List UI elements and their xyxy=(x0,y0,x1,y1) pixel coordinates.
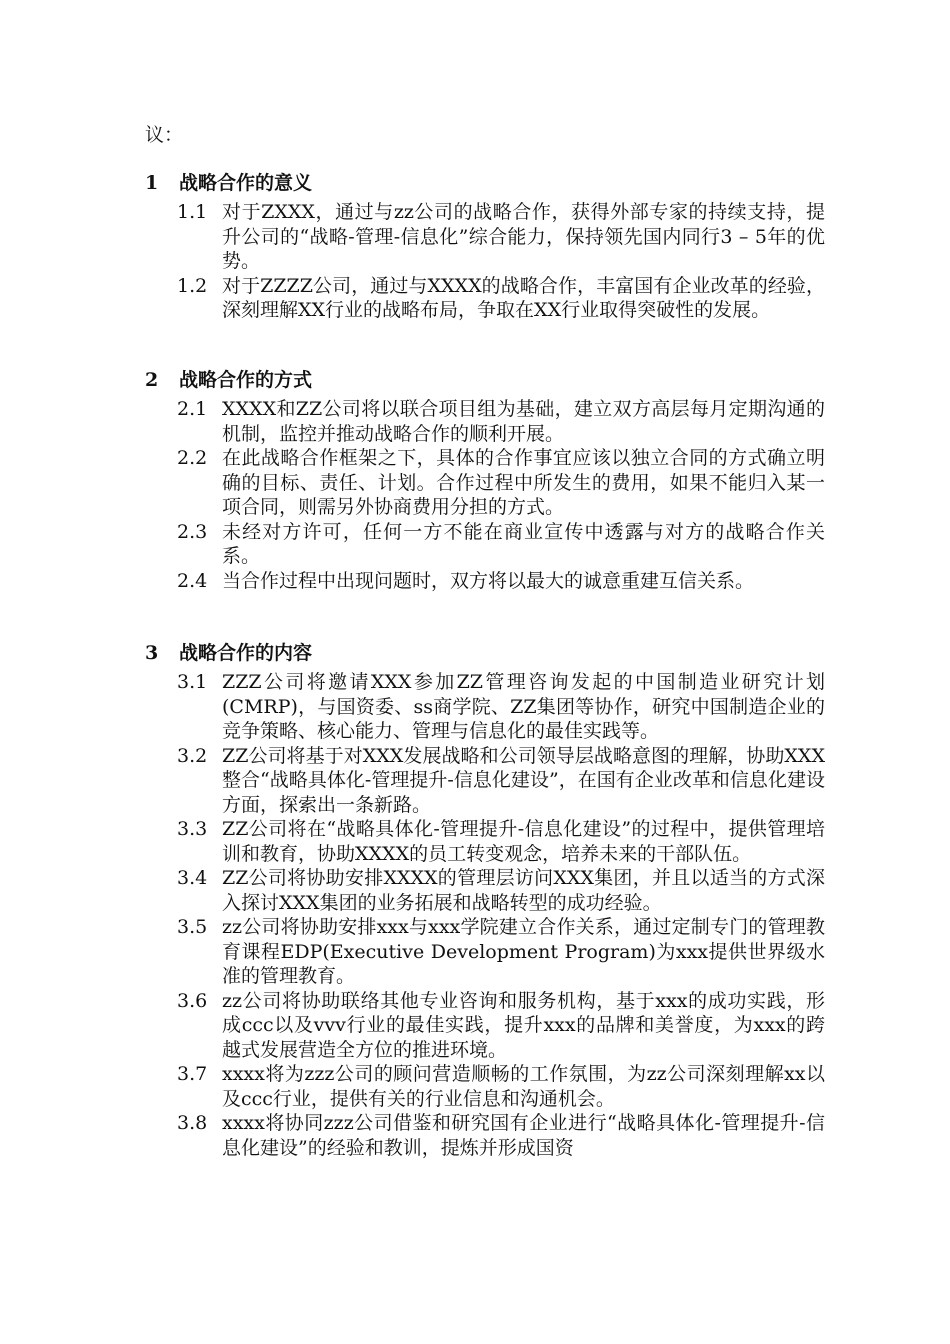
list-item xyxy=(145,744,825,818)
item-number: 2.1 xyxy=(177,398,208,420)
item-number: 3.2 xyxy=(177,744,208,767)
item-text: XXXX和ZZ公司将以联合项目组为基础，建立双方高层每月定期沟通的机制，监控并推动战略合作的顺利开展。 xyxy=(222,398,825,445)
section-2 xyxy=(145,367,825,593)
section-heading xyxy=(145,367,825,393)
section-number: 3 xyxy=(145,642,159,664)
item-text: zz公司将协助联络其他专业咨询和服务机构，基于xxx的成功实践，形成ccc以及vvv行业的最佳实践，提升xxx的品牌和美誉度，为xxx的跨越式发展营造全方位的推进环境。 xyxy=(222,989,825,1061)
item-text: ZZZ公司将邀请XXX参加ZZ管理咨询发起的中国制造业研究计划(CMRP)，与国资委、ss商学院、ZZ集团等协作，研究中国制造企业的竞争策略、核心能力、管理与信息化的最佳实践等。 xyxy=(222,671,825,742)
list-item xyxy=(145,670,825,744)
item-number: 3.7 xyxy=(177,1063,208,1085)
item-text: xxxx将为zzz公司的顾问营造顺畅的工作氛围，为zz公司深刻理解xx以及ccc行业，提供有关的行业信息和沟通机会。 xyxy=(222,1063,825,1110)
list-item xyxy=(145,520,825,569)
item-number: 3.8 xyxy=(177,1112,208,1134)
list-item xyxy=(145,274,825,323)
list-item xyxy=(145,397,825,446)
item-number: 3.4 xyxy=(177,867,208,889)
section-title: 战略合作的意义 xyxy=(179,172,313,194)
list-item xyxy=(145,989,825,1063)
section-title: 战略合作的方式 xyxy=(179,369,313,391)
section-heading xyxy=(145,640,825,666)
list-item xyxy=(145,1062,825,1111)
item-text: 未经对方许可，任何一方不能在商业宣传中透露与对方的战略合作关系。 xyxy=(222,520,825,567)
list-item xyxy=(145,1111,825,1160)
list-item xyxy=(145,817,825,866)
list-item xyxy=(145,915,825,989)
item-number: 2.3 xyxy=(177,520,208,543)
item-number: 3.1 xyxy=(177,671,208,693)
section-number: 1 xyxy=(145,172,159,194)
list-item xyxy=(145,866,825,915)
item-number: 3.5 xyxy=(177,916,208,938)
list-item xyxy=(145,569,825,594)
item-number: 2.2 xyxy=(177,447,208,469)
item-text: ZZ公司将在“战略具体化-管理提升-信息化建设”的过程中，提供管理培训和教育，协助XXXX的员工转变观念，培养未来的干部队伍。 xyxy=(222,818,825,865)
item-number: 1.1 xyxy=(177,201,208,223)
section-heading xyxy=(145,170,825,196)
item-number: 3.6 xyxy=(177,989,208,1012)
section-1 xyxy=(145,170,825,323)
list-item xyxy=(145,200,825,274)
lead-text: 议： xyxy=(145,124,184,146)
item-text: xxxx将协同zzz公司借鉴和研究国有企业进行“战略具体化-管理提升-信息化建设”的经验和教训，提炼并形成国资 xyxy=(222,1112,825,1159)
item-text: 当合作过程中出现问题时，双方将以最大的诚意重建互信关系。 xyxy=(222,569,755,592)
item-text: zz公司将协助安排xxx与xxx学院建立合作关系，通过定制专门的管理教育课程EDP(Executive Development Program)为xxx提供世界级水准的管理教育。 xyxy=(222,916,825,987)
item-text: 对于ZZZZ公司，通过与XXXX的战略合作，丰富国有企业改革的经验，深刻理解XX行业的战略布局，争取在XX行业取得突破性的发展。 xyxy=(222,274,825,321)
item-text: 对于ZXXX，通过与zz公司的战略合作，获得外部专家的持续支持，提升公司的“战略-管理-信息化”综合能力，保持领先国内同行3 – 5年的优势。 xyxy=(222,201,825,272)
item-text: 在此战略合作框架之下，具体的合作事宜应该以独立合同的方式确立明确的目标、责任、计划。合作过程中所发生的费用，如果不能归入某一项合同，则需另外协商费用分担的方式。 xyxy=(222,447,825,518)
section-number: 2 xyxy=(145,369,159,391)
item-text: ZZ公司将基于对XXX发展战略和公司领导层战略意图的理解，协助XXX整合“战略具体化-管理提升-信息化建设”，在国有企业改革和信息化建设方面，探索出一条新路。 xyxy=(222,744,825,816)
section-3 xyxy=(145,640,825,1160)
item-number: 1.2 xyxy=(177,274,208,297)
item-number: 2.4 xyxy=(177,569,208,592)
list-item xyxy=(145,446,825,520)
section-title: 战略合作的内容 xyxy=(179,642,313,664)
item-number: 3.3 xyxy=(177,818,208,840)
item-text: ZZ公司将协助安排XXXX的管理层访问XXX集团，并且以适当的方式深入探讨XXX集团的业务拓展和战略转型的成功经验。 xyxy=(222,867,825,914)
